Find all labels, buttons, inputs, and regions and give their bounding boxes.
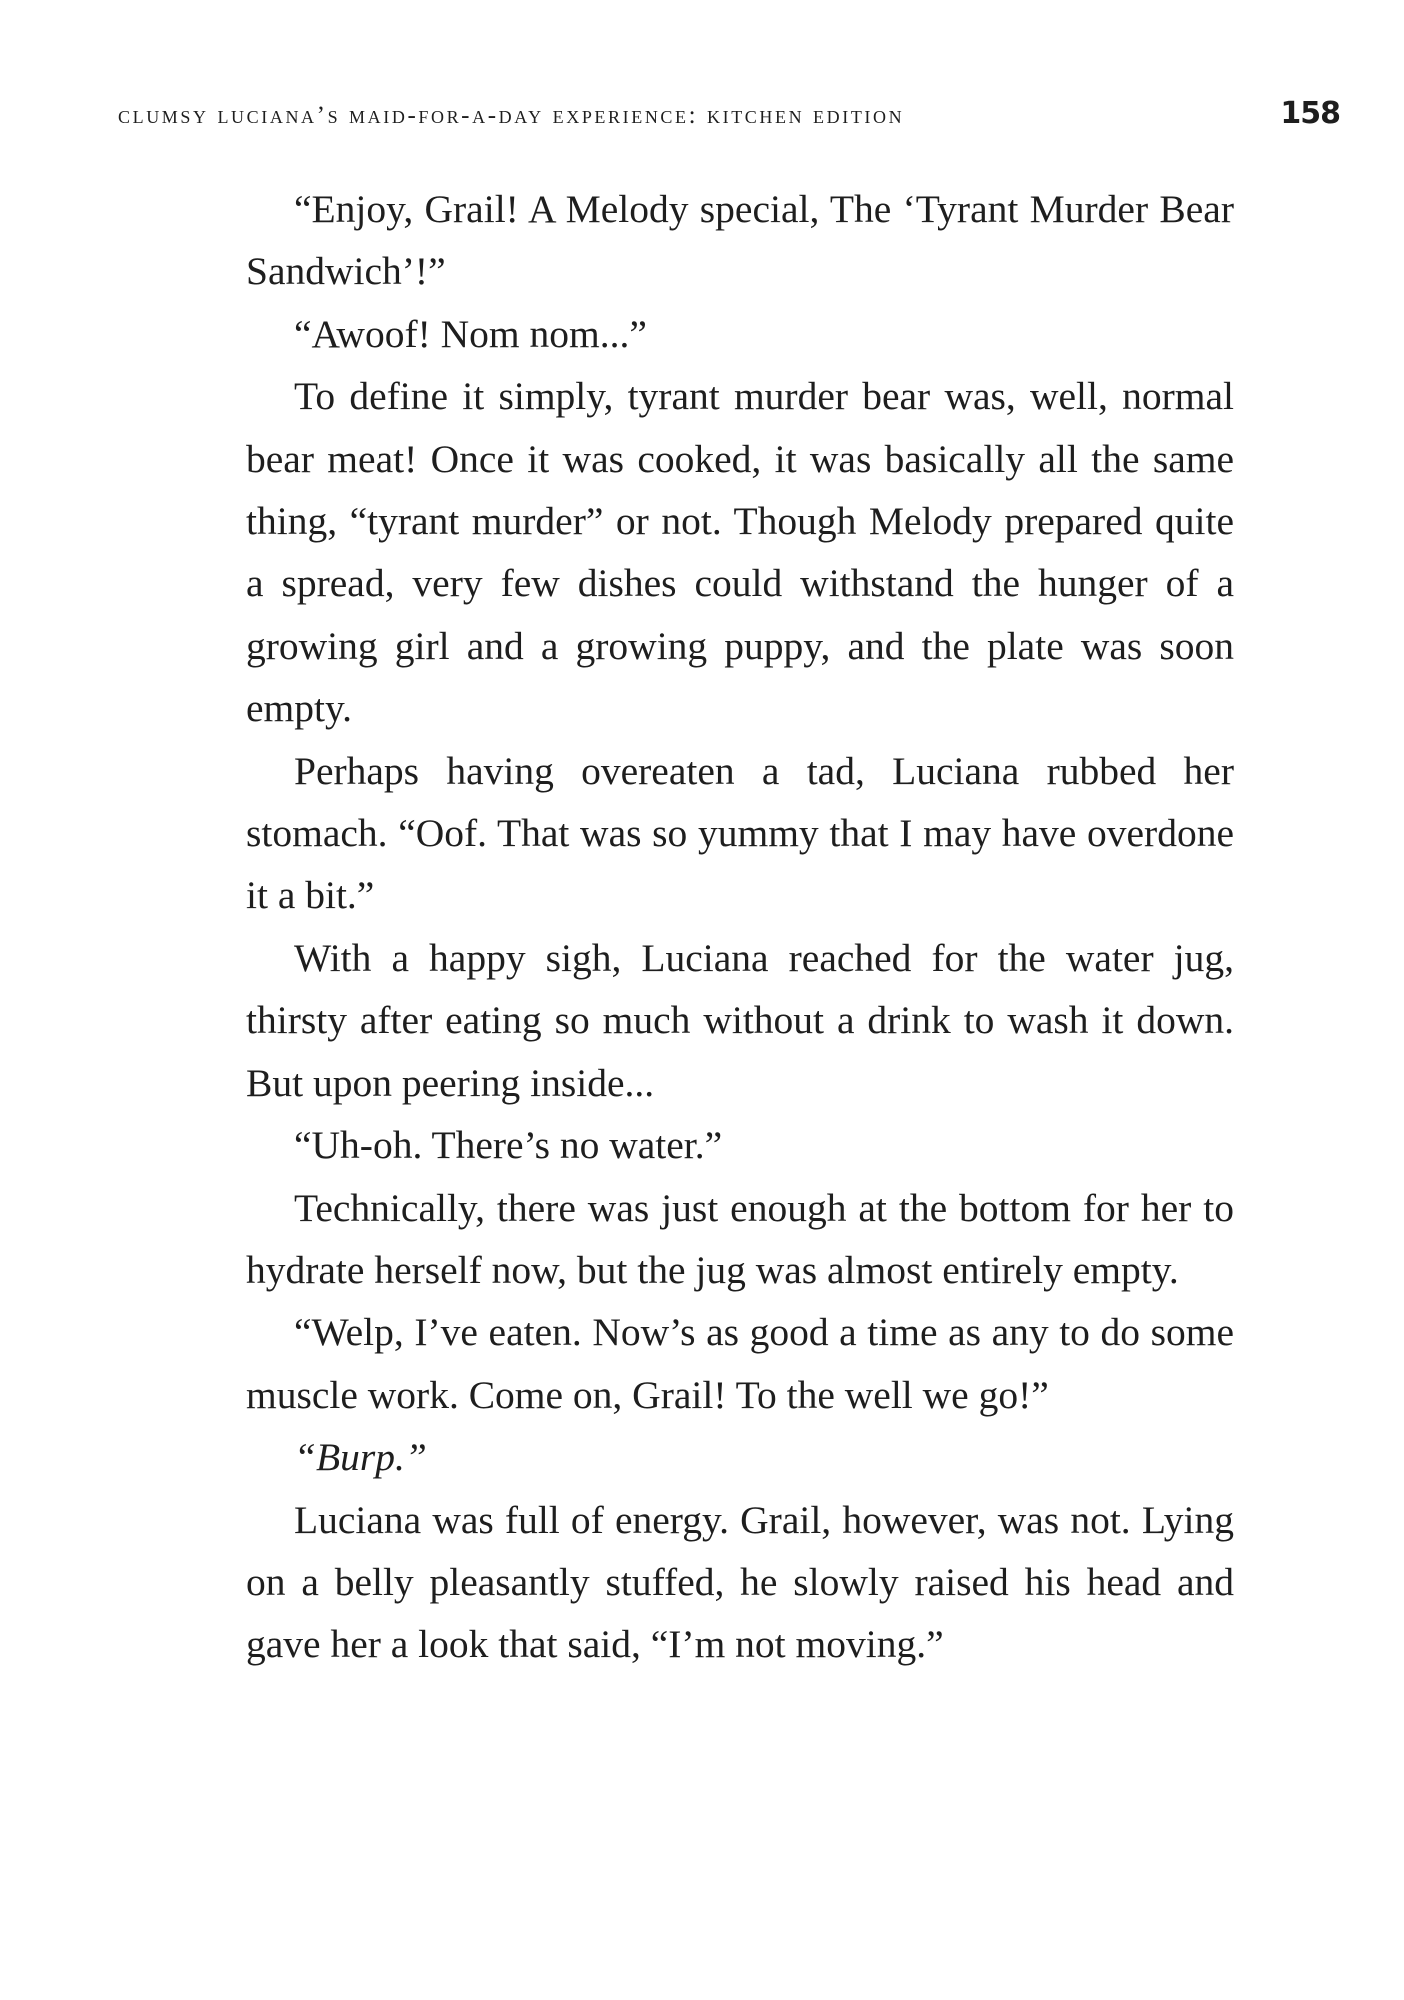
paragraph: Perhaps having overeaten a tad, Luciana rubbed her stomach. “Oof. That was so yummy that I may have overdone it a bit.” <box>246 748 1234 918</box>
running-header <box>118 96 1348 136</box>
body-text <box>246 178 1234 1676</box>
paragraph: “Awoof! Nom nom...” <box>294 311 647 356</box>
paragraph: Luciana was full of energy. Grail, however, was not. Lying on a belly pleasantly stuffed, he slowly raised his head and gave her a look that said, “I’m not moving.” <box>246 1497 1234 1667</box>
page-number: 158 <box>1280 96 1340 131</box>
chapter-title: clumsy luciana’s maid-for-a-day experience: kitchen edition <box>118 102 905 129</box>
paragraph: With a happy sigh, Luciana reached for the water jug, thirsty after eating so much without a drink to wash it down. But upon peering inside... <box>246 935 1234 1105</box>
paragraph: “Uh-oh. There’s no water.” <box>294 1123 723 1168</box>
paragraph: To define it simply, tyrant murder bear was, well, normal bear meat! Once it was cooked, it was basically all the same thing, “tyrant murder” or not. Though Melody prepared quite a spread, very few dishes could withstand the hunger of a growing girl and a growing puppy, and the plate was soon empty. <box>246 374 1234 731</box>
paragraph-italic: “Burp.” <box>294 1435 427 1480</box>
paragraph: “Enjoy, Grail! A Melody special, The ‘Tyrant Murder Bear Sandwich’!” <box>246 187 1234 294</box>
paragraph: Technically, there was just enough at the bottom for her to hydrate herself now, but the jug was almost entirely empty. <box>246 1185 1234 1292</box>
paragraph: “Welp, I’ve eaten. Now’s as good a time as any to do some muscle work. Come on, Grail! To the well we go!” <box>246 1310 1234 1417</box>
